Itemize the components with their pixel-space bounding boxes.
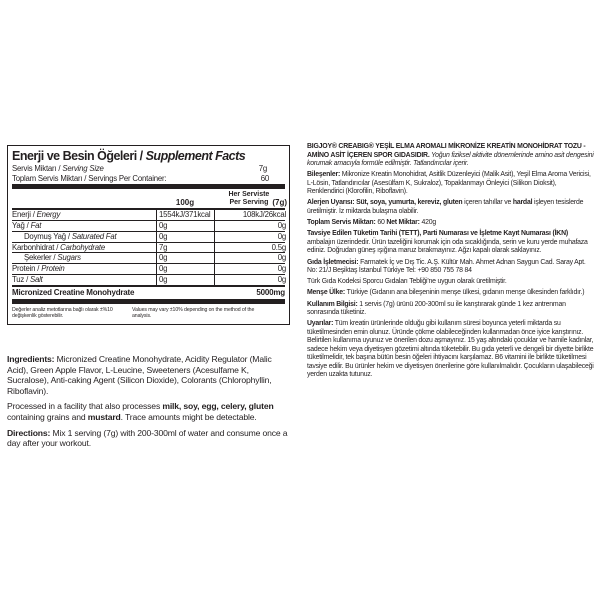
origin-tr: Menşe Ülke: Türkiye (Gıdanın ana bileşeninin menşe ülkesi, gıdanın menşe ülkesinden farklıdır.) (307, 289, 585, 297)
table-row (12, 264, 285, 274)
row-label-en: Salt (30, 274, 43, 284)
per-serving-unit: (7g) (272, 197, 287, 207)
servings-per-container-label: Toplam Servis Miktarı / Servings Per Container: (12, 173, 167, 183)
value-100g: 0g (156, 232, 214, 242)
value-100g: 1554kJ/371kcal (156, 210, 214, 220)
supplement-facts-panel (7, 145, 290, 325)
value-per-serving: 0.5g (214, 243, 287, 253)
allergen-tr: Alerjen Uyarısı: Süt, soya, yumurta, kereviz, gluten içeren tahıllar ve hardal işleyen tesislerde üretilmiştir. İz miktarda bulaşma olabilir. (307, 199, 584, 216)
table-row (12, 221, 285, 231)
value-per-serving: 108kJ/26kcal (214, 210, 287, 220)
processed-en: Processed in a facility that also processes milk, soy, egg, celery, gluten containing grains and mustard. Trace amounts might be detectable. (7, 401, 274, 422)
per-serving-line2: Per Serving (229, 198, 269, 206)
value-100g: 0g (156, 275, 214, 285)
row-label-en: Saturated Fat (71, 231, 117, 241)
serving-size-label-en: Serving Size (62, 164, 104, 173)
column-header-100g: 100g (175, 197, 195, 207)
ingredients-en: Ingredients: Micronized Creatine Monohydrate, Acidity Regulator (Malic Acid), Green Apple Flavor, L-Leucine, Sweeteners (Acesulfame K, Sucralose), Anti-caking Agent (Silicon Dioxide), Colorants (Chlorophyllin, Riboflavin). (7, 354, 272, 396)
facts-title-en: Supplement Facts (145, 149, 246, 163)
value-per-serving: 0g (214, 275, 287, 285)
table-row (12, 232, 285, 242)
dates-tr: Tavsiye Edilen Tüketim Tarihi (TETT), Parti Numarası ve İşletme Kayıt Numarası (İKN) ambalajın üzerindedir. Ürün tazeliğini korumak için oda sıcaklığında, serin ve kuru yerde muhafaza ediniz. Doğrudan güneş ışığına maruz bırakmayınız. Ağzı kapalı olarak saklayınız. (307, 230, 588, 255)
row-label-tr: Yağ / (12, 220, 31, 230)
english-info (7, 354, 292, 454)
net-quantity-tr: Toplam Servis Miktarı: 60 Net Miktar: 420g (307, 219, 436, 227)
row-label-tr: Doymuş Yağ / (24, 231, 72, 241)
value-per-serving: 0g (214, 264, 287, 274)
operator-tr: Gıda İşletmecisi: Farmatek İç ve Dış Tic. A.Ş. Kültür Mah. Ahmet Adnan Saygun Cad. Saray Apt. No: 21/J Beşiktaş İstanbul Türkiye Tel: +90 850 755 78 84 (307, 258, 586, 275)
value-100g: 0g (156, 253, 214, 263)
ingredients-tr: Bileşenler: Mikronize Kreatin Monohidrat, Asitlik Düzenleyici (Malik Asit), Yeşil Elma Aroma Vericisi, L-Lösin, Tatlandırıcılar (Asesülfam K, Sukraloz), Topaklanmayı Önleyici (Silikon Dioksit), Renklendirici (Klorofilin, Riboflavin). (307, 171, 591, 196)
table-row (12, 253, 285, 263)
value-per-serving: 0g (214, 221, 287, 231)
row-label-tr: Şekerler / (24, 253, 58, 263)
serving-size-value: 7g (258, 164, 267, 173)
row-label-en: Sugars (57, 253, 81, 263)
row-label-en: Protein (41, 264, 65, 274)
creatine-row (12, 287, 285, 299)
column-header-row (12, 189, 285, 208)
facts-notes (12, 304, 285, 320)
table-row (12, 210, 285, 220)
creatine-value: 5000mg (256, 287, 285, 297)
row-label-en: Energy (36, 210, 61, 220)
row-label-tr: Karbonhidrat / (12, 242, 61, 252)
directions-en: Directions: Mix 1 serving (7g) with 200-300ml of water and consume once a day after your workout. (7, 427, 288, 449)
value-100g: 7g (156, 243, 214, 253)
warnings-tr: Uyarılar: Tüm kreatin ürünlerinde olduğu gibi kullanım süresi boyunca yeterli miktarda su tüketilmesinden emin olunuz. Üründe çökme olabileceğinden kullanmadan önce iyice karıştırınız. Belirtilen kullanıma uyunuz ve önerilen dozu aşmayınız. 15 yaş altındaki çocuklar ve hamile kadınlar, sadece hekim veya diyetisyen gözetimi altında tüketebilir. Bu gıda yeterli ve dengeli bir diyette birlikte tüketilmelidir, tek başına bütün besin öğeleri ihtiyacını karşılamaz. B6 vitamini ile birlikte tüketilmesi tavsiye edilir. Bu ürünler hekim ve diyetisyen önerilerine göre kullanılmalıdır. Çocukların ulaşabileceği yerden uzakta tutunuz. (307, 320, 594, 379)
product-title-tr: BIGJOY® CREABIG® YEŞİL ELMA AROMALI MİKRONİZE KREATİN MONOHİDRAT TOZU - AMİNO ASİT İÇEREN SPOR GIDASIDIR. Yoğun fiziksel aktivite dönemlerinde amino asit dengesini korumak amacıyla formüle edilmiştir. Tatlandırıcılar içerir. (307, 143, 594, 168)
serving-size-label: Servis Miktarı / (12, 164, 63, 173)
usage-tr: Kullanım Bilgisi: 1 servis (7g) ürünü 200-300ml su ile karıştırarak günde 1 kez antrenman sonrasında tüketiniz. (307, 300, 566, 317)
row-label-tr: Protein / (12, 264, 42, 274)
serving-size-row (12, 164, 285, 174)
table-row (12, 243, 285, 253)
table-row (12, 275, 285, 285)
column-header-per-serving (214, 191, 287, 206)
codex-tr: Türk Gıda Kodeksi Sporcu Gıdaları Tebliği'ne uygun olarak üretilmiştir. (307, 278, 507, 286)
facts-title-tr: Enerji ve Besin Öğeleri / (12, 149, 146, 163)
value-100g: 0g (156, 264, 214, 274)
note-tr: Değerler analiz metotlarına bağlı olarak ±%10 değişkenlik gösterebilir. (12, 306, 113, 320)
facts-title (12, 149, 285, 164)
row-label-en: Fat (30, 220, 42, 230)
row-label-tr: Enerji / (12, 210, 37, 220)
note-en: Values may vary ±10% depending on the method of the analysis. (132, 306, 255, 320)
turkish-info (307, 143, 594, 383)
value-per-serving: 0g (214, 253, 287, 263)
servings-per-container-row (12, 174, 285, 185)
creatine-label: Micronized Creatine Monohydrate (12, 287, 135, 297)
row-label-en: Carbohydrate (60, 242, 105, 252)
value-100g: 0g (156, 221, 214, 231)
value-per-serving: 0g (214, 232, 287, 242)
per-serving-line1: Her Serviste (228, 191, 270, 199)
servings-per-container-value: 60 (260, 173, 269, 183)
row-label-tr: Tuz / (12, 274, 31, 284)
